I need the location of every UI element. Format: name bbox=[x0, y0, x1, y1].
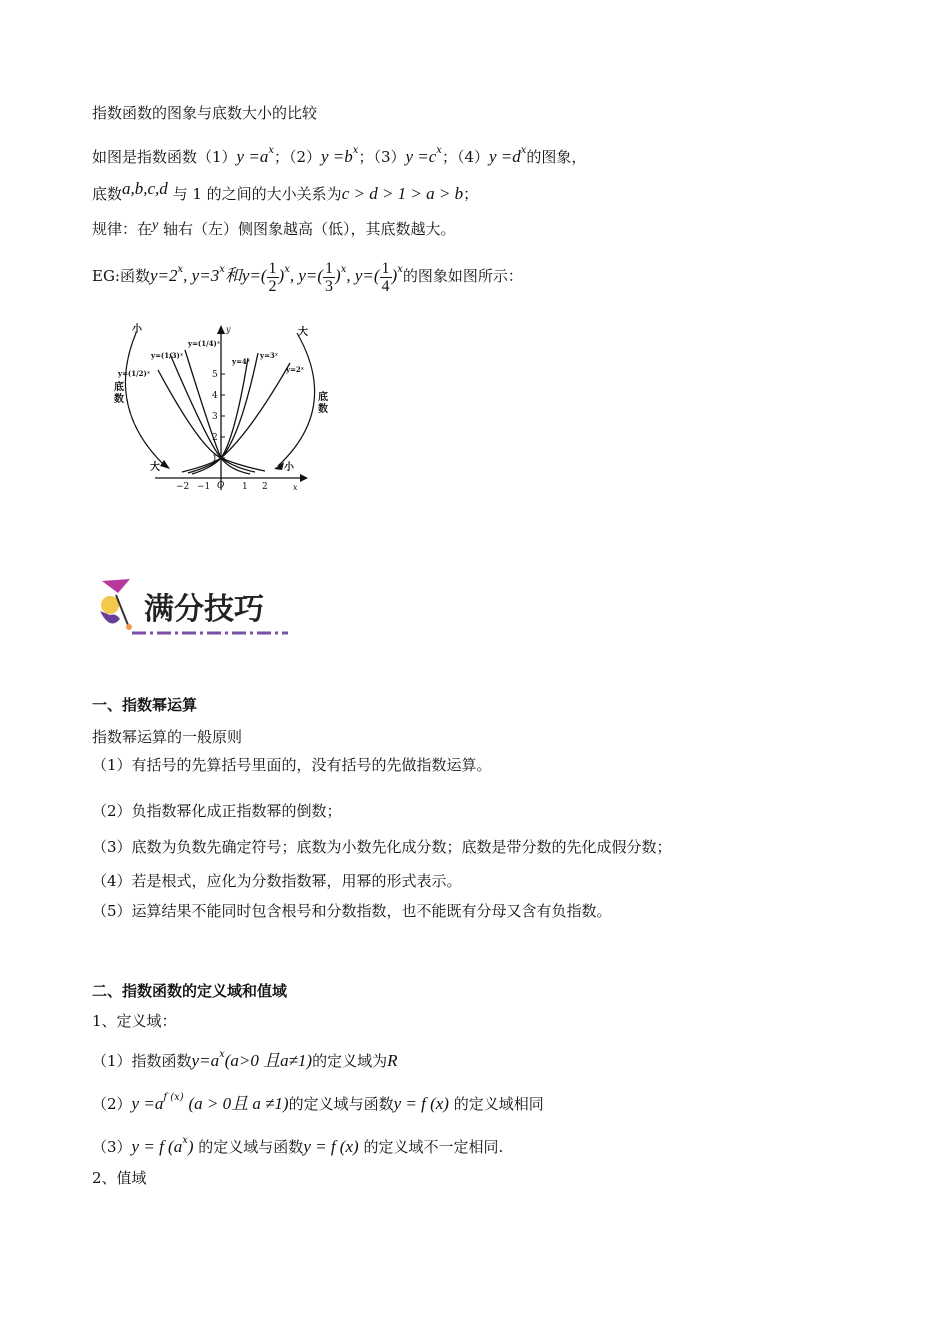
example-line: EG:函数$y=2^x$, $y=3^x$和y=( $\frac{1}{2}$ )$^x$, y=( $\frac{1}{3}$ )$^x$, y=( $\frac{1}{4}$ )$^x$的图象如图所示： bbox=[92, 259, 523, 295]
x-axis-arrow bbox=[300, 474, 308, 482]
rule-item-1: （1）有括号的先算括号里面的，没有括号的先做指数运算。 bbox=[92, 756, 492, 774]
rule-item-5: （5）运算结果不能同时包含根号和分数指数，也不能既有分母又含有负指数。 bbox=[92, 902, 612, 920]
intro-line-1: 如图是指数函数$(1)y =a^x$；$(2)y =b^x$；$(3)y =c^x$；$(4)y =d^x$的图象， bbox=[92, 145, 587, 166]
rule-line: 规律：在y 轴右（左）侧图象越高（低），其底数越大。 bbox=[92, 218, 456, 238]
y-axis-label: y bbox=[226, 325, 231, 334]
origin-label: O bbox=[217, 481, 225, 491]
right-arc bbox=[278, 333, 315, 466]
right-side-label-2: 数 bbox=[318, 404, 328, 415]
range-subheading: 2、值域 bbox=[92, 1169, 147, 1187]
fraction-one-third: $\frac{1}{3}$ bbox=[325, 259, 334, 295]
formula-b: y =b bbox=[321, 147, 353, 166]
label-half-power: y=(1/2)ˣ bbox=[118, 369, 151, 378]
left-top-label: 小 bbox=[132, 324, 142, 335]
y-tick-4: 4 bbox=[212, 391, 218, 401]
rule-item-4: （4）若是根式，应化为分数指数幂，用幂的形式表示。 bbox=[92, 872, 462, 890]
banner-title: 满分技巧 bbox=[144, 592, 264, 627]
left-arc-arrow bbox=[160, 460, 170, 469]
y-tick-5: 5 bbox=[212, 370, 218, 380]
x-tick-2: 2 bbox=[262, 482, 268, 492]
x-tick-minus-1: −1 bbox=[197, 482, 211, 492]
left-bottom-label: 大 bbox=[150, 462, 160, 473]
domain-subheading: 1、定义域： bbox=[92, 1012, 177, 1030]
domain-item-2: $(2)y =a^{f (x)}$ (a > 0且 a ≠1)的定义域与函数y = f (x) 的定义域相同 bbox=[92, 1092, 544, 1113]
formula-c: y =c bbox=[405, 147, 437, 166]
fraction-one-quarter: $\frac{1}{4}$ bbox=[381, 259, 390, 295]
label-three-power: y=3ˣ bbox=[260, 351, 279, 360]
right-top-label: 大 bbox=[298, 327, 308, 338]
x-axis-label: x bbox=[293, 483, 298, 492]
intro-line-2: 底数a,b,c,d 与 1 的之间的大小关系为c > d > 1 > a > b； bbox=[92, 179, 479, 203]
right-side-label-1: 底 bbox=[318, 392, 328, 403]
label-four-power: y=4ˣ bbox=[232, 357, 251, 366]
exponential-graph-figure bbox=[100, 318, 340, 500]
formula-d: y =d bbox=[488, 147, 521, 166]
left-side-label-1: 底 bbox=[114, 382, 124, 393]
formula-a: y =a bbox=[236, 147, 269, 166]
wizard-icon bbox=[100, 579, 132, 630]
section1-heading: 一、指数幂运算 bbox=[92, 696, 198, 714]
label-quarter-power: y=(1/4)ˣ bbox=[188, 339, 221, 348]
base-relation: c > d > 1 > a > b bbox=[341, 184, 464, 203]
domain-item-1: （1）指数函数$y=a^x(a>0$ 且a≠1)的定义域为R bbox=[92, 1049, 398, 1070]
skills-banner bbox=[92, 575, 292, 643]
y-axis-arrow bbox=[217, 325, 225, 334]
curve-three-power bbox=[188, 353, 258, 473]
intro-title: 指数函数的图象与底数大小的比较 bbox=[92, 104, 318, 122]
label-third-power: y=(1/3)ˣ bbox=[151, 351, 184, 360]
section2-heading: 二、指数函数的定义域和值域 bbox=[92, 982, 288, 1000]
base-variables: a,b,c,d bbox=[122, 179, 168, 198]
y-tick-1: 1 bbox=[212, 454, 218, 464]
right-arc-arrow bbox=[274, 462, 284, 470]
y-tick-2: 2 bbox=[212, 433, 218, 443]
fraction-one-half: $\frac{1}{2}$ bbox=[268, 259, 277, 295]
y-tick-3: 3 bbox=[212, 412, 218, 422]
x-tick-1: 1 bbox=[242, 482, 248, 492]
rule-item-3: （3）底数为负数先确定符号；底数为小数先化成分数；底数是带分数的先化成假分数； bbox=[92, 838, 672, 856]
section1-intro: 指数幂运算的一般原则 bbox=[92, 728, 243, 746]
right-bottom-label: 小 bbox=[284, 462, 294, 473]
domain-item-3: （3）y = f $(a^x)$ 的定义域与函数y = f (x) 的定义域不一定相同. bbox=[92, 1135, 504, 1156]
left-side-label-2: 数 bbox=[114, 394, 124, 405]
label-two-power: y=2ˣ bbox=[286, 365, 305, 374]
x-tick-minus-2: −2 bbox=[176, 482, 190, 492]
rule-item-2: （2）负指数幂化成正指数幂的倒数； bbox=[92, 802, 342, 820]
